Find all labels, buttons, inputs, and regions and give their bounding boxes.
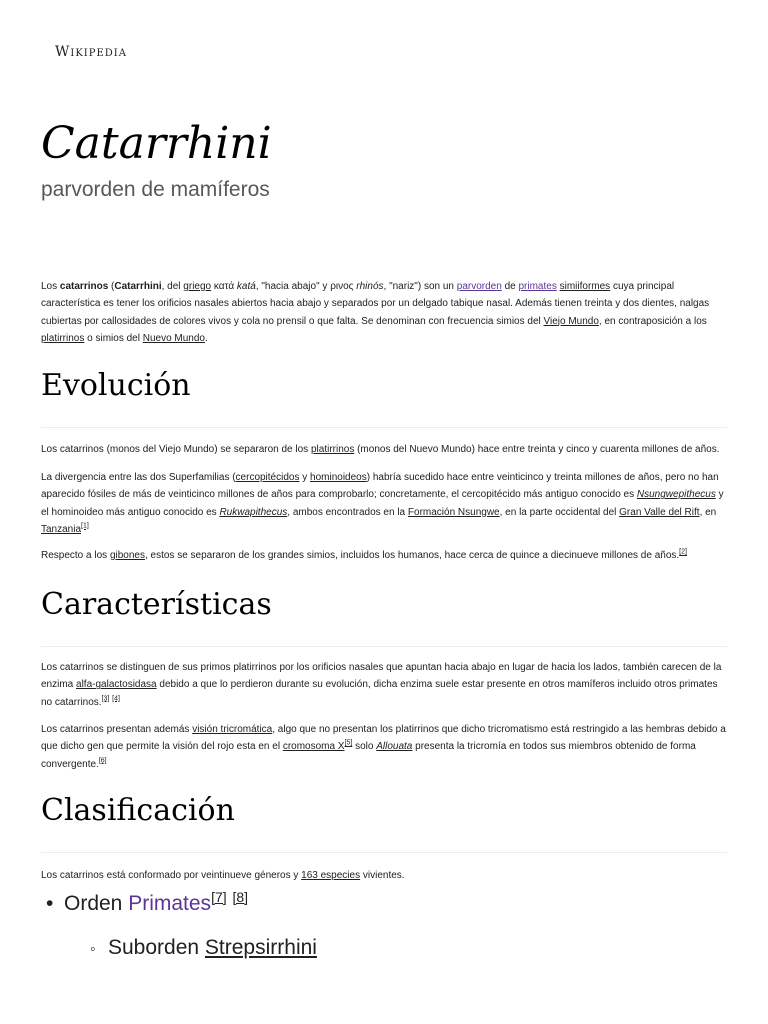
- text: Los catarrinos presentan además: [41, 724, 193, 735]
- section-divider: [41, 427, 727, 428]
- wikipedia-logo[interactable]: Wikipedia: [55, 44, 127, 60]
- page-title: Catarrhini: [41, 118, 272, 169]
- text: , estos se separaron de los grandes simios, incluidos los humanos, hace cerca de quince a diecinueve millones de años.: [144, 550, 680, 561]
- text: ) habría sucedido hace entre veinticinco y treinta millones de años, pero no han aparecido fósiles de más de veinticinco millones de años para comprobarlo; concretamente, el cercopitécido más antiguo conocido es: [41, 472, 719, 501]
- evolucion-paragraph-1: [41, 441, 727, 458]
- link-rukwapithecus[interactable]: Rukwapithecus: [219, 506, 288, 518]
- link-tanzania[interactable]: Tanzania: [41, 523, 82, 535]
- text: , en contraposición a los: [598, 315, 707, 327]
- text: , algo que no presentan los platirrinos que dicho tricromatismo está restringido a las hembras debido a que dicho gen que permite la visión del rojo esta en el: [41, 724, 726, 753]
- link-primates[interactable]: primates: [518, 281, 557, 292]
- reference-2[interactable]: [2]: [679, 548, 687, 556]
- link-nsungwepithecus[interactable]: Nsungwepithecus: [636, 489, 716, 501]
- text: κατά: [211, 281, 237, 292]
- text: Los: [41, 281, 60, 292]
- text: La divergencia entre las dos Superfamilias (: [41, 472, 236, 483]
- reference-8[interactable]: [8]: [232, 889, 249, 905]
- link-griego[interactable]: griego: [183, 281, 212, 292]
- link-allouata[interactable]: Allouata: [376, 741, 413, 753]
- text: debido a que lo perdieron durante su evolución, dicha enzima suele estar presente en otros mamíferos incluido otros primates no catarrinos.: [41, 679, 718, 708]
- text: Suborden: [108, 936, 205, 959]
- text: presenta la tricromía en todos sus miembros obtenido de forma convergente.: [41, 741, 696, 770]
- link-cercopitecidos[interactable]: cercopitécidos: [235, 472, 300, 483]
- section-divider: [41, 852, 727, 853]
- evolucion-paragraph-3: [41, 547, 727, 564]
- reference-6[interactable]: [6]: [98, 757, 107, 765]
- italic-term: rhinós: [356, 281, 384, 292]
- list-item-orden-primates: [46, 889, 249, 916]
- text: , del: [161, 281, 184, 292]
- italic-term: katá: [236, 281, 256, 292]
- link-platirrinos[interactable]: platirrinos: [310, 444, 355, 455]
- text: y: [299, 472, 311, 483]
- text: Orden: [64, 892, 129, 915]
- heading-clasificacion: Clasificación: [41, 793, 235, 828]
- link-formacion-nsungwe[interactable]: Formación Nsungwe: [407, 506, 500, 518]
- reference-7[interactable]: [7]: [211, 889, 227, 905]
- text: y el hominoideo más antiguo conocido es: [41, 489, 724, 518]
- text: o simios del: [84, 332, 143, 344]
- reference-4[interactable]: [4]: [112, 695, 120, 703]
- text: de: [501, 281, 519, 292]
- hollow-bullet-icon: [90, 936, 108, 960]
- link-hominoideos[interactable]: hominoideos: [310, 472, 367, 483]
- text: (monos del Nuevo Mundo) hace entre treinta y cinco y cuarenta millones de años.: [354, 444, 720, 455]
- text: Los catarrinos está conformado por veintinueve géneros y: [41, 870, 302, 881]
- reference-1[interactable]: [1]: [81, 522, 89, 530]
- text: Respecto a los: [41, 550, 110, 561]
- link-vision-tricromatica[interactable]: visión tricromática: [192, 724, 273, 735]
- heading-evolucion: Evolución: [41, 368, 191, 403]
- link-simiiformes[interactable]: simiiformes: [559, 281, 611, 292]
- link-primates[interactable]: Primates: [128, 892, 212, 915]
- link-nuevo-mundo[interactable]: Nuevo Mundo: [142, 332, 205, 344]
- text: , "nariz") son un: [383, 281, 457, 292]
- page-subtitle: parvorden de mamíferos: [41, 178, 270, 201]
- bold-term: catarrinos: [59, 281, 109, 292]
- text: , en: [699, 506, 717, 518]
- link-cromosoma-x[interactable]: cromosoma X: [282, 741, 345, 753]
- section-divider: [41, 646, 727, 647]
- text: solo: [352, 741, 377, 753]
- bullet-icon: [46, 892, 64, 916]
- evolucion-paragraph-2: [41, 469, 727, 538]
- list-item-suborden-strepsirrhini: [90, 936, 317, 960]
- text: , ambos encontrados en la: [287, 506, 408, 518]
- heading-caracteristicas: Características: [41, 587, 272, 622]
- link-viejo-mundo[interactable]: Viejo Mundo: [543, 315, 599, 327]
- text: cuya principal característica es tener los orificios nasales abiertos hacia abajo y separados por un delgado tabique nasal. Además tienen treinta y dos dientes, nalgas cubiertas por callosidades de colores vivos y cola no prensil o que falta. Se denominan con frecuencia simios del: [41, 281, 710, 327]
- text: Los catarrinos (monos del Viejo Mundo) se separaron de los: [41, 444, 311, 455]
- link-163-especies[interactable]: 163 especies: [301, 870, 361, 881]
- text: Los catarrinos se distinguen de sus primos platirrinos por los orificios nasales que apuntan hacia abajo en lugar de hacia los lados, también carecen de la enzima: [41, 662, 722, 691]
- text: , en la parte occidental del: [499, 506, 620, 518]
- intro-paragraph: [41, 278, 727, 347]
- link-gibones[interactable]: gibones: [109, 550, 145, 561]
- text: , "hacia abajo" y ρινος: [255, 281, 357, 292]
- link-alfa-galactosidasa[interactable]: alfa-galactosidasa: [76, 679, 157, 691]
- clasificacion-paragraph-1: [41, 867, 727, 884]
- link-platirrinos[interactable]: platirrinos: [41, 332, 85, 344]
- bold-term: Catarrhini: [114, 281, 162, 292]
- caracteristicas-paragraph-1: [41, 659, 727, 711]
- text: vivientes.: [360, 870, 405, 881]
- reference-5[interactable]: [5]: [344, 739, 353, 747]
- caracteristicas-paragraph-2: [41, 721, 727, 773]
- link-gran-valle-del-rift[interactable]: Gran Valle del Rift: [619, 506, 700, 518]
- text: (: [108, 281, 115, 292]
- link-parvorden[interactable]: parvorden: [456, 281, 502, 292]
- link-strepsirrhini[interactable]: Strepsirrhini: [204, 936, 317, 959]
- text: .: [204, 332, 208, 344]
- reference-3[interactable]: [3]: [101, 695, 110, 703]
